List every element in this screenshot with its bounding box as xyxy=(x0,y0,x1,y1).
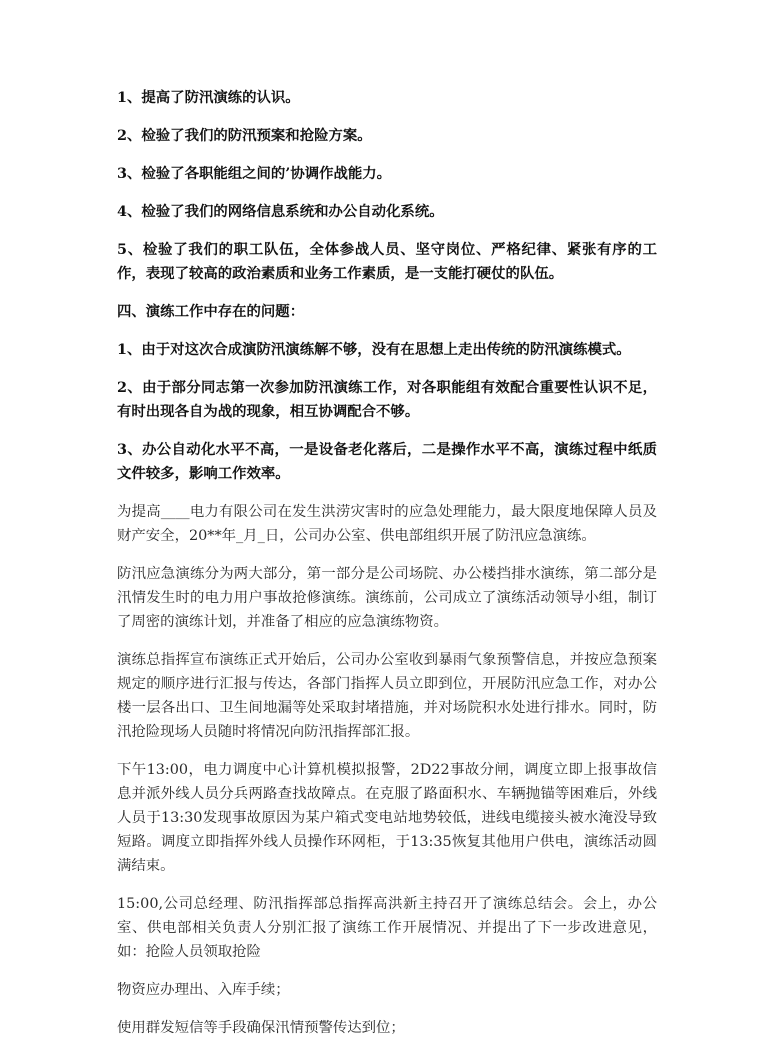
body-paragraph-process: 演练总指挥宣布演练正式开始后，公司办公室收到暴雨气象预警信息，并按应急预案规定的顺序进行汇报与传达，各部门指挥人员立即到位，开展防汛应急工作，对办公楼一层各出口、卫生间地漏等处采取封堵措施，并对场院积水处进行排水。同时，防汛抢险现场人员随时将情况向防汛指挥部汇报。 xyxy=(117,652,657,740)
body-paragraph-materials: 物资应办理出、入库手续； xyxy=(117,982,290,998)
body-paragraph-incident: 下午13:00，电力调度中心计算机模拟报警，2D22事故分闸，调度立即上报事故信息并派外线人员分兵两路查找故障点。在克服了路面积水、车辆抛锚等困难后，外线人员于13:30发现事故原因为某户箱式变电站地势较低，进线电缆接头被水淹没导致短路。调度立即指挥外线人员操作环网柜，于13:35恢复其他用户供电，演练活动圆满结束。 xyxy=(117,762,657,874)
body-paragraph-intro: 为提高____电力有限公司在发生洪涝灾害时的应急处理能力，最大限度地保障人员及财产安全，20**年_月_日，公司办公室、供电部组织开展了防汛应急演练。 xyxy=(117,504,657,544)
body-paragraph-structure: 防汛应急演练分为两大部分，第一部分是公司场院、办公楼挡排水演练，第二部分是汛情发生时的电力用户事故抢修演练。演练前，公司成立了演练活动领导小组，制订了周密的演练计划，并准备了相应的应急演练物资。 xyxy=(117,566,657,630)
conclusion-item-3: 3、检验了各职能组之间的’协调作战能力。 xyxy=(117,165,392,182)
problem-item-3: 3、办公自动化水平不高，一是设备老化落后，二是操作水平不高，演练过程中纸质文件较多，影响工作效率。 xyxy=(117,441,657,482)
conclusion-item-2: 2、检验了我们的防汛预案和抢险方案。 xyxy=(117,127,372,144)
body-paragraph-sms: 使用群发短信等手段确保汛情预警传达到位； xyxy=(117,1020,405,1036)
section-heading-problems: 四、演练工作中存在的问题： xyxy=(117,303,305,320)
problem-item-2: 2、由于部分同志第一次参加防汛演练工作，对各职能组有效配合重要性认识不足，有时出现各自为战的现象，相互协调配合不够。 xyxy=(117,379,657,420)
problem-item-1: 1、由于对这次合成演防汛演练解不够，没有在思想上走出传统的防汛演练模式。 xyxy=(117,341,631,358)
conclusion-item-5: 5、检验了我们的职工队伍，全体参战人员、坚守岗位、严格纪律、紧张有序的工作，表现了较高的政治素质和业务工作素质，是一支能打硬仗的队伍。 xyxy=(117,241,657,282)
conclusion-item-1: 1、提高了防汛演练的认识。 xyxy=(117,89,300,106)
document-page xyxy=(117,86,657,1054)
conclusion-item-4: 4、检验了我们的网络信息系统和办公自动化系统。 xyxy=(117,203,444,220)
body-paragraph-summary: 15:00,公司总经理、防汛指挥部总指挥高洪新主持召开了演练总结会。会上，办公室、供电部相关负责人分别汇报了演练工作开展情况、并提出了下一步改进意见，如：抢险人员领取抢险 xyxy=(117,896,657,960)
